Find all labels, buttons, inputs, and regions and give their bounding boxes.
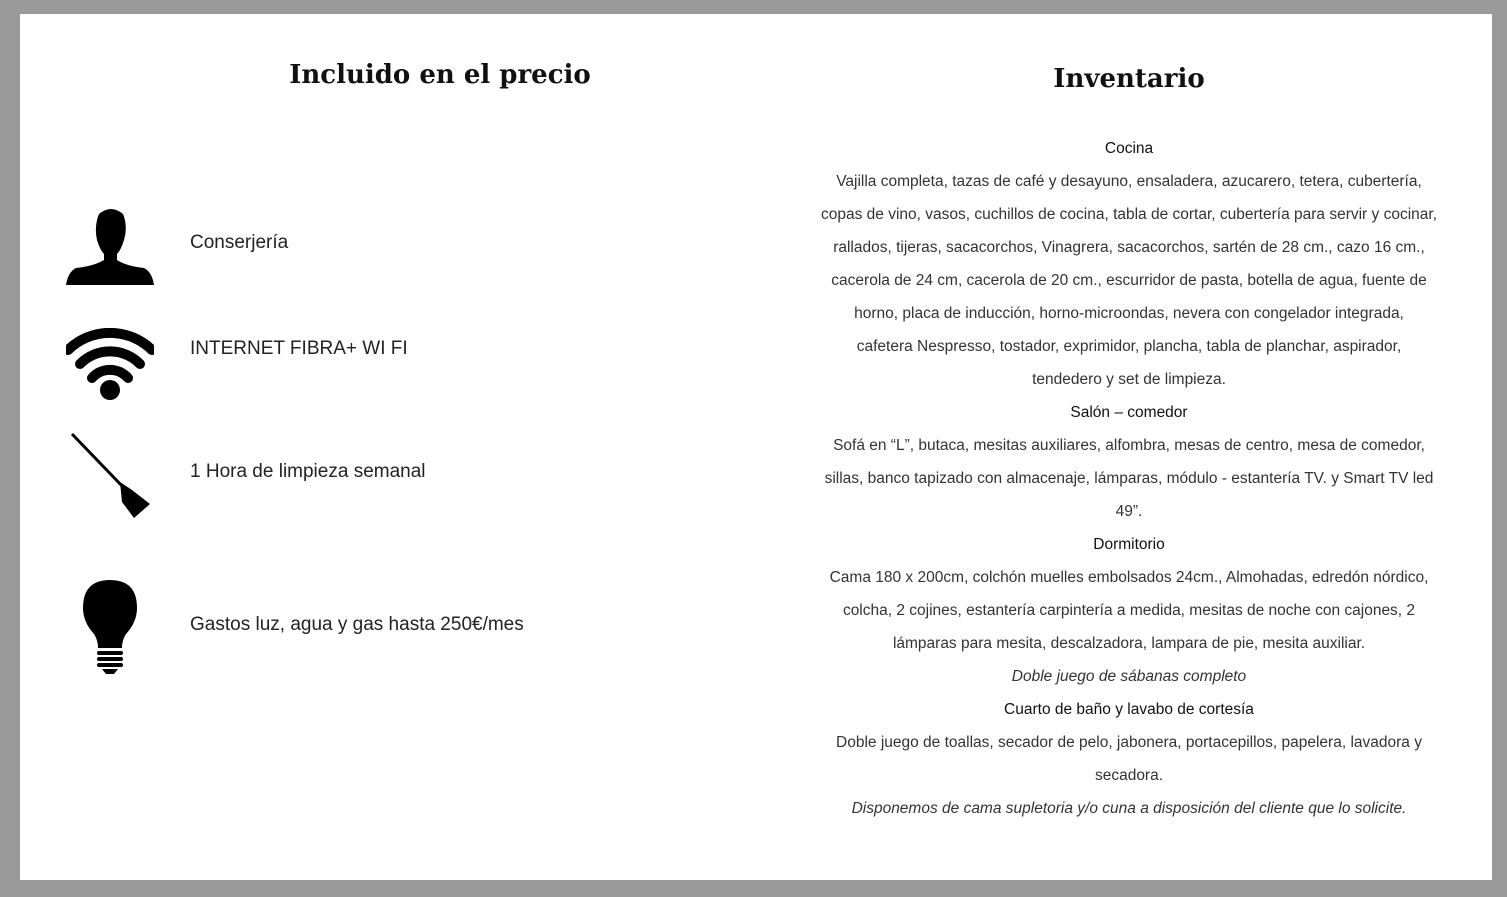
item-label-internet: INTERNET FIBRA+ WI FI <box>190 338 408 359</box>
item-label-utilities: Gastos luz, agua y gas hasta 250€/mes <box>190 614 524 635</box>
page <box>20 14 1492 880</box>
text-line: lámparas para mesita, descalzadora, lampara de pie, mesita auxiliar. <box>892 635 1366 652</box>
text-line: Sofá en “L”, butaca, mesitas auxiliares, alfombra, mesas de centro, mesa de comedor, <box>833 437 1425 454</box>
text-line: 49”. <box>1115 503 1143 520</box>
section-heading: Salón – comedor <box>1070 404 1188 421</box>
section-heading: Dormitorio <box>1093 536 1165 553</box>
item-label-cleaning: 1 Hora de limpieza semanal <box>190 461 426 482</box>
text-line: cafetera Nespresso, tostador, exprimidor, plancha, tabla de planchar, aspirador, <box>856 338 1402 355</box>
section-note: Disponemos de cama supletoria y/o cuna a disposición del cliente que lo solicite. <box>851 800 1407 817</box>
text-line: rallados, tijeras, sacacorchos, Vinagrera, sacacorchos, sartén de 28 cm., cazo 16 cm., <box>833 239 1425 256</box>
wifi-icon <box>66 328 154 402</box>
section-kitchen <box>790 132 1468 396</box>
included-title: Incluido en el precio <box>289 60 591 90</box>
text-line: Doble juego de toallas, secador de pelo, jabonera, portacepillos, papelera, lavadora y <box>836 734 1422 751</box>
inventory-title: Inventario <box>1053 64 1205 94</box>
text-line: sillas, banco tapizado con almacenaje, lámparas, módulo - estantería TV. y Smart TV led <box>824 470 1434 487</box>
broom-icon <box>66 432 156 522</box>
text-line: tendedero y set de limpieza. <box>1032 371 1226 388</box>
text-line: horno, placa de inducción, horno-microondas, nevera con congelador integrada, <box>854 305 1404 322</box>
section-note: Doble juego de sábanas completo <box>1011 668 1247 685</box>
text-line: colcha, 2 cojines, estantería carpintería a medida, mesitas de noche con cajones, 2 <box>842 602 1416 619</box>
section-bathroom <box>790 693 1468 825</box>
text-line: copas de vino, vasos, cuchillos de cocina, tabla de cortar, cubertería para servir y cocinar, <box>820 206 1437 223</box>
text-line: Cama 180 x 200cm, colchón muelles embolsados 24cm., Almohadas, edredón nórdico, <box>829 569 1429 586</box>
item-label-concierge: Conserjería <box>190 232 289 253</box>
section-bedroom <box>790 528 1468 693</box>
lightbulb-icon <box>80 578 140 678</box>
text-line: cacerola de 24 cm, cacerola de 20 cm., escurridor de pasta, botella de agua, fuente de <box>831 272 1427 289</box>
section-heading: Cocina <box>1104 140 1154 157</box>
section-living-dining <box>790 396 1468 528</box>
text-line: Vajilla completa, tazas de café y desayuno, ensaladera, azucarero, tetera, cubertería, <box>836 173 1422 190</box>
text-line: secadora. <box>1094 767 1164 784</box>
person-icon <box>66 206 156 286</box>
inventory <box>790 60 1468 825</box>
section-heading: Cuarto de baño y lavabo de cortesía <box>1004 701 1254 718</box>
